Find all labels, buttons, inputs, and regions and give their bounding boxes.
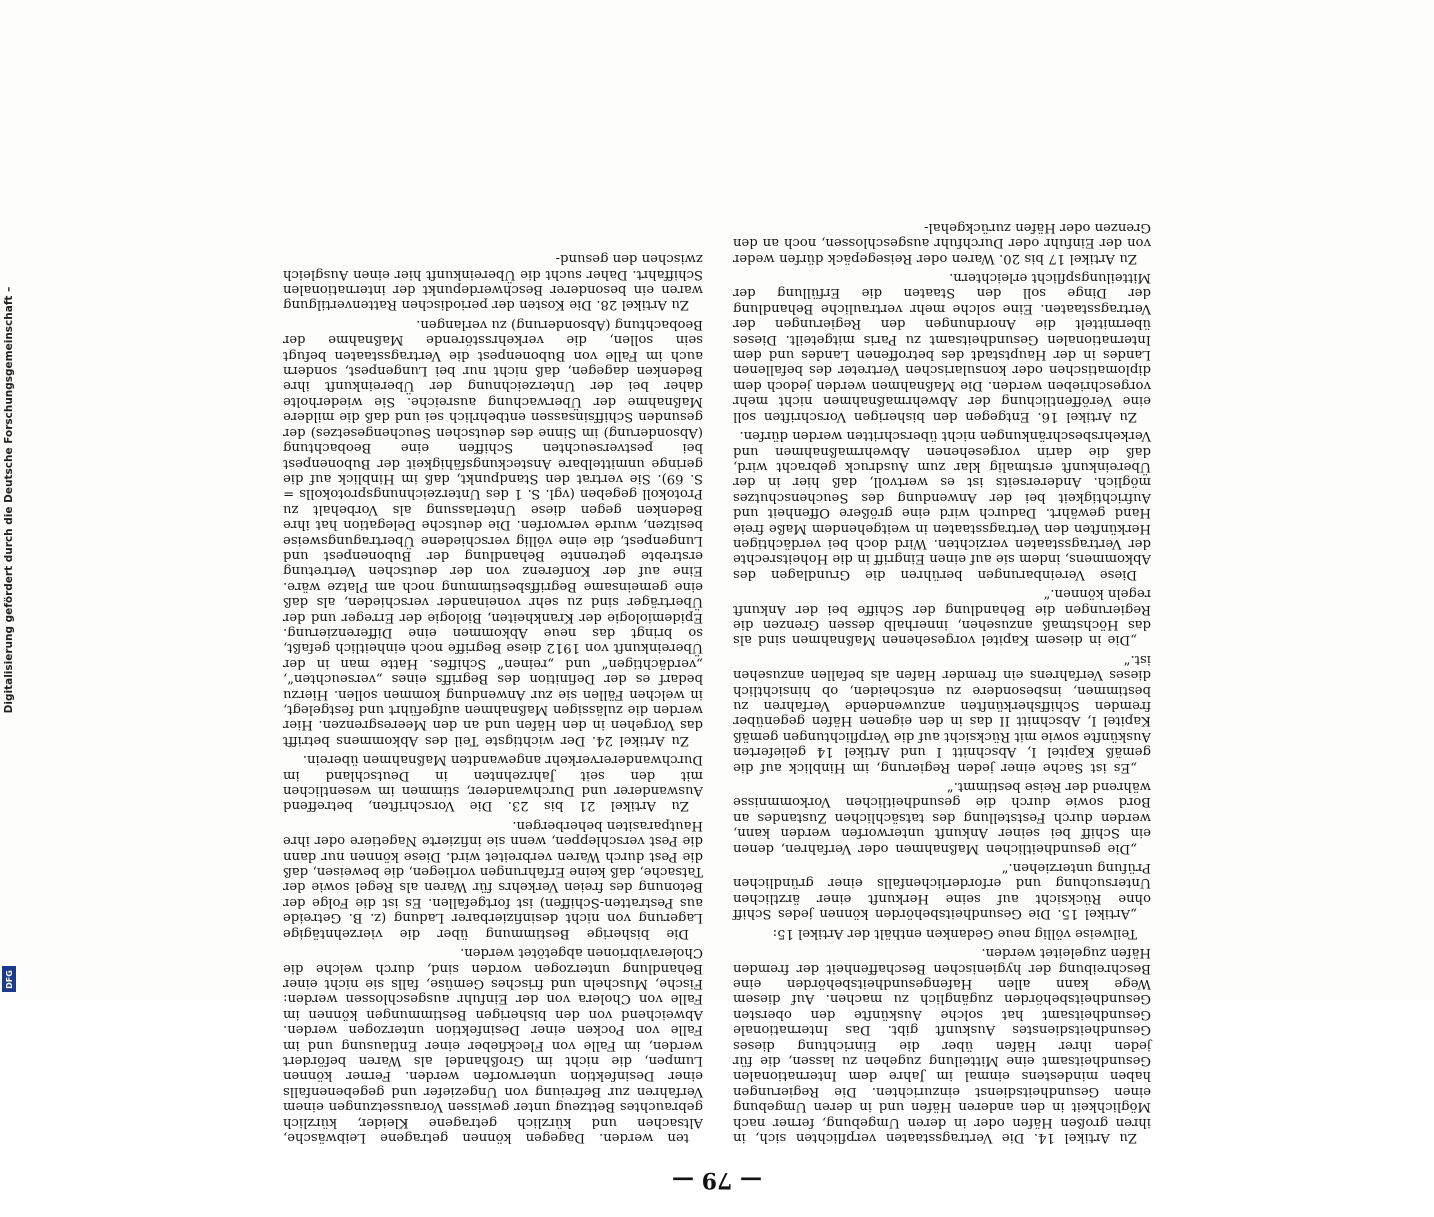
paragraph: ten werden. Dagegen können getragene Leibwäsche, Altsachen und kürzlich getragene Kleider, kürzlich gebrauchtes Bettzeug unter gewissen Voraussetzungen einem Verfahren zur Befreiung von Ungeziefer und gegebenenfalls einer Desinfektion unterworfen werden. Ferner können Lumpen, die nicht im Großhandel als Waren befördert werden, im Falle von Fleckfieber einer Entlausung und im Falle von Pocken einer Desinfektion unterzogen werden. Abweichend von den bisherigen Bestimmungen können im Falle von Cholera von der Einfuhr ausgeschlossen werden: Fische, Muscheln und frisches Gemüse, falls sie nicht einer Behandlung unterzogen worden sind, durch welche die Choleravibrionen abgetötet werden. [283,945,703,1145]
paragraph: „Die gesundheitlichen Maßnahmen oder Verfahren, denen ein Schiff bei seiner Ankunft unterworfen werden kann, werden durch Feststellung des tatsächlichen Zustandes an Bord sowie durch die gesundheitlichen Vorkommnisse während der Reise bestimmt.“ [733,779,1151,856]
dfg-logo [2,966,16,992]
paragraph: „Die in diesem Kapitel vorgesehenen Maßnahmen sind als das Höchstmaß anzusehen, innerhalb dessen Grenzen die Regierungen die Behandlung der Schiffe bei der Ankunft regeln können.“ [733,586,1151,648]
digitization-credit: Digitalisierung gefördert durch die Deutsche Forschungsgemeinschaft – [3,286,15,714]
paragraph: Zu Artikel 16. Entgegen den bisherigen Vorschriften soll eine Veröffentlichung der Abwehrmaßnahmen nicht mehr vorgeschrieben werden. Die Maßnahmen werden jedoch dem diplomatischen oder konsularischen Vertreter des befallenen Landes in der Hauptstadt des betroffenen Landes und dem Internationalen Gesundheitsamt zu Paris mitgeteilt. Dieses übermittelt die Anordnungen den Regierungen der Vertragsstaaten. Eine solche mehr vertrauliche Behandlung der Dinge soll den Staaten die Erfüllung der Mitteilungspflicht erleichtern. [733,270,1151,424]
text-column-left [733,0,1151,1145]
paragraph: „Es ist Sache einer jeden Regierung, im Hinblick auf die gemäß Kapitel I, Abschnitt I und Artikel 14 gelieferten Auskünfte sowie mit Rücksicht auf die Verpflichtungen gemäß Kapitel I, Abschnitt II das in den eigenen Häfen gegenüber fremden Schiffsherkünften anzuwendende Verfahren zu bestimmen, insbesondere zu entscheiden, ob hinsichtlich dieses Verfahrens ein fremder Hafen als befallen anzusehen ist.“ [733,651,1151,775]
paragraph: Zu Artikel 21 bis 23. Die Vorschriften, betreffend Auswanderer und Durchwanderer, stimmen im wesentlichen mit den seit Jahrzehnten in Deutschland im Durchwandererverkehr angewandten Maßnahmen überein. [283,752,703,814]
dfg-logo-text: DFG [4,969,14,989]
paragraph: Zu Artikel 17 bis 20. Waren oder Reisegepäck dürfen weder von der Einfuhr oder Durchfuhr ausgeschlossen, noch an den Grenzen oder Häfen zurückgehal- [733,219,1151,266]
footer-strip [0,0,18,1000]
paragraph: Teilweise völlig neue Gedanken enthält der Artikel 15: [772,925,1137,941]
paragraph: „Artikel 15. Die Gesundheitsbehörden können jedes Schiff ohne Rücksicht auf seine Herkunft einer ärztlichen Untersuchung und erforderlichenfalls einer gründlichen Prüfung unterziehen.“ [733,860,1151,922]
paragraph: Zu Artikel 24. Der wichtigste Teil des Abkommens betrifft das Vorgehen in den Häfen und an den Meeresgrenzen. Hier werden die zulässigen Maßnahmen aufgeführt und festgelegt, in welchen Fällen sie zur Anwendung kommen sollen. Hierzu bedarf es der Definition des Begriffs eines „verseuchten“, „verdächtigen“ und „reinen“ Schiffes. Hatte man in der Übereinkunft von 1912 diese Begriffe noch einheitlich gefaßt, so bringt das neue Abkommen eine Differenzierung. Epidemiologie der Krankheiten, Biologie der Erreger und der Überträger sind zu sehr voneinander verschieden, als daß eine gemeinsame Begriffsbestimmung noch am Platze wäre. Eine auf der Konferenz von der deutschen Vertretung erstrebte getrennte Behandlung der Bubonenpest und Lungenpest, die eine völlig verschiedene Übertragungsweise besitzen, wurde verworfen. Die deutsche Delegation hat ihre Bedenken gegen diese Unterlassung als Vorbehalt zu Protokoll gegeben (vgl. S. 1 des Unterzeichnungsprotokolls = S. 69). Sie vertrat den Standpunkt, daß im Hinblick auf die geringe unmittelbare Ansteckungsfähigkeit der Bubonenpest bei pestverseuchten Schiffen eine Beobachtung (Absonderung) im Sinne des deutschen Seuchengesetzes) der gesunden Schiffsinsassen entbehrlich sei und daß die mildere Maßnahme der Überwachung ausreiche. Sie wiederholte daher bei der Unterzeichnung der Übereinkunft ihre Bedenken dagegen, daß nicht nur bei Lungenpest, sondern auch im Falle von Bubonenpest die Vertragsstaaten befugt sein sollen, die verkehrsstörende Maßnahme der Beobachtung (Absonderung) zu verlangen. [283,316,703,748]
page-content [217,0,1217,1217]
paragraph: Die bisherige Bestimmung über die vierzehntägige Lagerung von nicht desinfizierbarer Ladung (z. B. Getreide aus Pestratten-Schiffen) ist fortgefallen. Es ist die Folge der Betonung des freien Verkehrs für Waren als Regel sowie der Tatsache, daß keine Erfahrungen vorliegen, die beweisen, daß die Pest durch Waren verbreitet wird. Diese können nur dann die Pest verschleppen, wenn sie infizierte Nagetiere oder ihre Hautparasiten beherbergen. [283,817,703,941]
paragraph: Zu Artikel 28. Die Kosten der periodischen Rattenvertilgung waren ein besonderer Beschwerdepunkt der internationalen Schiffahrt. Daher sucht die Übereinkunft hier einen Ausgleich zwischen den gesund- [283,251,703,313]
page-number-header: — 79 — [672,1167,762,1193]
paragraph: Diese Vereinbarungen berühren die Grundlagen des Abkommens, indem sie auf einen Eingriff in die Hoheitsrechte der Vertragsstaaten verzichten. Wird doch bei verdächtigen Herkünften den Vertragsstaaten in weitgehendem Maße freie Hand gewährt. Dadurch wird eine größere Offenheit und Aufrichtigkeit bei der Anwendung des Seuchenschutzes möglich. Andererseits ist es wertvoll, daß hier in der Übereinkunft erstmalig klar zum Ausdruck gebracht wird, daß die darin vorgesehenen Abwehrmaßnahmen und Verkehrsbeschränkungen nicht überschritten werden dürfen. [733,428,1151,582]
text-column-right [283,0,703,1145]
paragraph: Zu Artikel 14. Die Vertragsstaaten verpflichten sich, in ihren großen Häfen oder in deren Umgebung, ferner nach Möglichkeit in den anderen Häfen und in deren Umgebung einen Gesundheitsdienst einzurichten. Die Regierungen haben mindestens einmal im Jahre dem Internationalen Gesundheitsamt eine Mitteilung zugehen zu lassen, die für jeden ihrer Häfen über die Einrichtung dieses Gesundheitsdienstes Auskunft gibt. Das Internationale Gesundheitsamt hat solche Auskünfte den obersten Gesundheitsbehörden zugänglich zu machen. Auf diesem Wege kann allen Hafengesundheitsbehörden eine Beschreibung der hygienischen Beschaffenheit der fremden Häfen zugeleitet werden. [733,945,1151,1145]
